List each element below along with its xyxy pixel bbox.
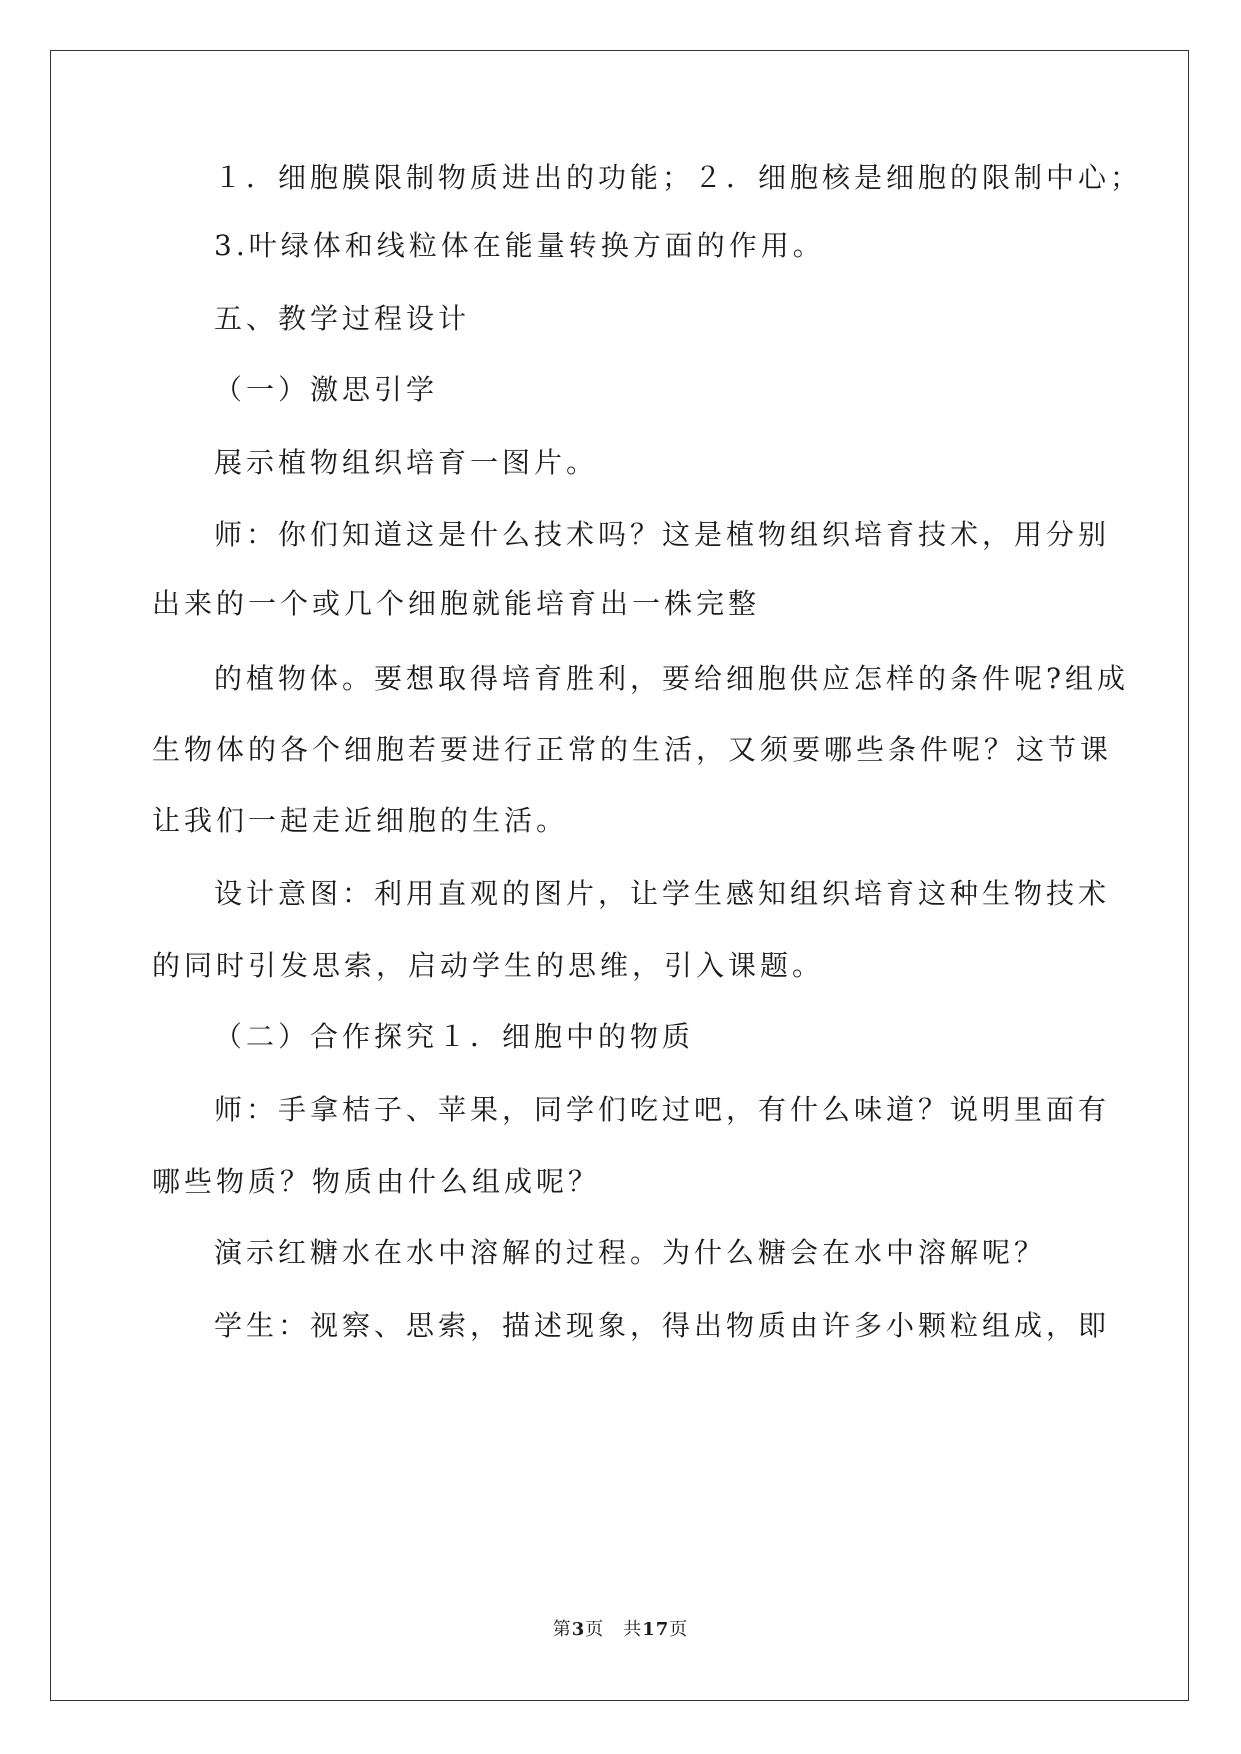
text-line-10: 让我们一起走近细胞的生活。 (152, 804, 569, 837)
footer-mid: 页 共 (585, 1619, 643, 1640)
text-line-6: 师：你们知道这是什么技术吗？这是植物组织培育技术，用分别 (214, 518, 1111, 551)
text-line-16: 演示红糖水在水中溶解的过程。为什么糖会在水中溶解呢？ (214, 1236, 1047, 1269)
subsection-heading-2: （二）合作探究１．细胞中的物质 (214, 1020, 695, 1053)
text-line-2: 3.叶绿体和线粒体在能量转换方面的作用。 (214, 229, 825, 262)
subsection-heading-1: （一）激思引学 (214, 373, 439, 406)
page-footer (0, 1618, 1241, 1642)
footer-prefix: 第 (552, 1619, 572, 1640)
text-line-17: 学生：视察、思索，描述现象，得出物质由许多小颗粒组成，即 (214, 1309, 1111, 1342)
section-heading: 五、教学过程设计 (214, 302, 471, 335)
text-line-1: １．细胞膜限制物质进出的功能；２．细胞核是细胞的限制中心； (214, 161, 1143, 194)
footer-total-pages: 17 (642, 1619, 670, 1640)
text-line-9: 生物体的各个细胞若要进行正常的生活，又须要哪些条件呢？这节课 (152, 733, 1113, 766)
text-line-14: 师：手拿桔子、苹果，同学们吃过吧，有什么味道？说明里面有 (214, 1093, 1111, 1126)
text-line-5: 展示植物组织培育一图片。 (214, 446, 599, 479)
text-line-15: 哪些物质？物质由什么组成呢？ (152, 1165, 601, 1198)
text-line-11: 设计意图：利用直观的图片，让学生感知组织培育这种生物技术 (214, 877, 1111, 910)
text-line-8: 的植物体。要想取得培育胜利，要给细胞供应怎样的条件呢?组成 (214, 662, 1130, 695)
footer-page-number: 3 (571, 1619, 586, 1640)
text-line-12: 的同时引发思索，启动学生的思维，引入课题。 (152, 949, 825, 982)
footer-suffix: 页 (669, 1619, 689, 1640)
text-line-7: 出来的一个或几个细胞就能培育出一株完整 (152, 587, 761, 620)
